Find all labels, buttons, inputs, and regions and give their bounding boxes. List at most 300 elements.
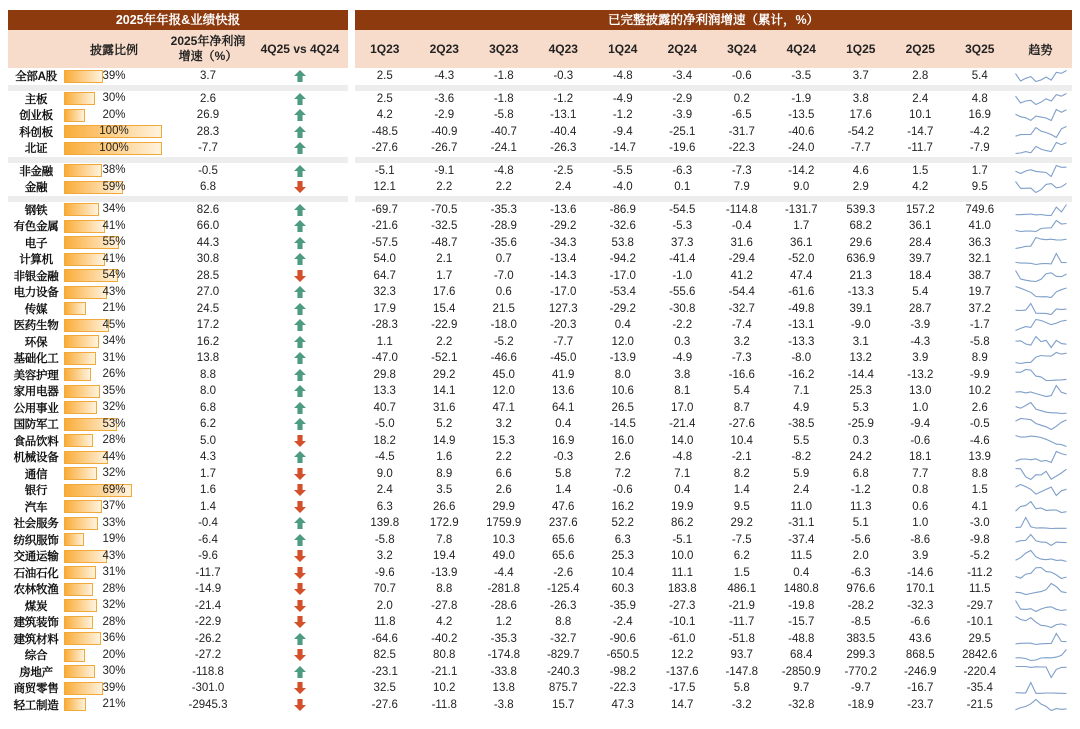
quarter-value: -1.0 (672, 269, 693, 282)
quarter-value: 13.2 (849, 352, 872, 365)
disclosure-bar-cell (64, 401, 164, 414)
quarter-value: 3.8 (674, 368, 691, 381)
trend-sparkline (1014, 351, 1068, 365)
quarter-value: 2.5 (376, 92, 393, 105)
quarter-value: 2.8 (912, 70, 929, 83)
quarter-value: -40.7 (490, 125, 517, 138)
trend-cell (1010, 92, 1072, 106)
quarter-value: -17.0 (550, 286, 577, 299)
table-row (8, 124, 1080, 141)
quarter-value: 2.6 (971, 401, 988, 414)
trend-cell (1010, 203, 1072, 217)
trend-cell (1010, 141, 1072, 155)
table-row (8, 383, 1080, 400)
table-row (8, 235, 1080, 252)
growth-value: -2945.3 (188, 698, 228, 711)
quarter-value: -147.8 (725, 665, 759, 678)
quarter-value: 5.4 (971, 70, 988, 83)
disclosure-bar-cell (64, 599, 164, 612)
quarter-value: -9.6 (374, 566, 395, 579)
quarter-value: 47.6 (552, 500, 575, 513)
quarter-value: -1.2 (850, 484, 871, 497)
quarter-value: 37.2 (968, 302, 991, 315)
quarter-value: 4.6 (852, 164, 869, 177)
table-row (8, 482, 1080, 499)
table-row (8, 680, 1080, 697)
separator-left (8, 85, 348, 91)
direction-arrow-cell (252, 550, 348, 562)
up-arrow-icon (294, 352, 306, 364)
up-arrow-icon (294, 319, 306, 331)
table-row (8, 664, 1080, 681)
quarter-value: -7.5 (731, 533, 752, 546)
trend-sparkline (1014, 582, 1068, 596)
quarter-value: 47.1 (492, 401, 515, 414)
disclosure-ratio-value: 36% (102, 632, 126, 645)
quarter-value: -770.2 (844, 665, 878, 678)
quarter-value: 1.1 (376, 335, 393, 348)
direction-arrow-cell (252, 165, 348, 177)
quarter-value: -4.8 (672, 451, 693, 464)
quarter-value: 54.0 (373, 253, 396, 266)
quarter-value: 82.5 (373, 649, 396, 662)
quarter-value: -13.1 (550, 109, 577, 122)
disclosure-bar-cell (64, 286, 164, 299)
direction-arrow-cell (252, 600, 348, 612)
quarter-value: -9.4 (612, 125, 633, 138)
quarter-value: 486.1 (727, 583, 757, 596)
quarter-value: -2.1 (731, 451, 752, 464)
quarter-value: -137.6 (665, 665, 699, 678)
quarter-value: -0.6 (612, 484, 633, 497)
quarter-value: -13.4 (550, 253, 577, 266)
quarter-value: 976.6 (846, 583, 876, 596)
quarter-value: -4.5 (374, 451, 395, 464)
quarter-value: -54.5 (669, 203, 696, 216)
quarter-value: 875.7 (548, 682, 578, 695)
quarter-value: 15.4 (433, 302, 456, 315)
disclosure-ratio-value: 20% (102, 648, 126, 661)
quarter-value: 43.6 (909, 632, 932, 645)
quarter-value: -38.5 (788, 418, 815, 431)
quarter-value: 0.6 (912, 500, 929, 513)
quarter-value: -32.6 (609, 220, 636, 233)
industry-label: 轻工制造 (13, 699, 59, 712)
quarter-value: 12.2 (671, 649, 694, 662)
trend-sparkline (1014, 252, 1068, 266)
quarter-value: -4.9 (612, 92, 633, 105)
growth-value: 5.0 (200, 434, 216, 447)
down-arrow-icon (294, 567, 306, 579)
trend-cell (1010, 302, 1072, 316)
quarter-value: 3.5 (436, 484, 453, 497)
industry-label: 石油石化 (13, 567, 59, 580)
growth-value: 28.5 (196, 269, 220, 282)
quarter-value: -1.2 (553, 92, 574, 105)
quarter-value: 39.1 (849, 302, 872, 315)
industry-label: 金融 (24, 182, 48, 195)
disclosure-ratio-value: 39% (102, 681, 126, 694)
down-arrow-icon (294, 649, 306, 661)
disclosure-ratio-value: 43% (102, 285, 126, 298)
direction-arrow-cell (252, 385, 348, 397)
quarter-value: -32.7 (728, 302, 755, 315)
trend-sparkline (1014, 533, 1068, 547)
industry-label: 银行 (24, 485, 48, 498)
quarter-value: 0.3 (852, 434, 869, 447)
growth-value: 26.9 (196, 109, 220, 122)
net-profit-growth-header-line1: 2025年净利润 (170, 34, 246, 48)
disclosure-ratio-value: 32% (102, 401, 126, 414)
quarter-value: -1.8 (493, 92, 514, 105)
quarter-value: -32.3 (907, 599, 934, 612)
quarter-value: -70.5 (431, 203, 458, 216)
growth-value: -301.0 (191, 682, 225, 695)
trend-sparkline (1014, 615, 1068, 629)
quarter-value: 31.6 (730, 236, 753, 249)
trend-sparkline (1014, 648, 1068, 662)
growth-value: 44.3 (196, 236, 220, 249)
table-row (8, 697, 1080, 714)
up-arrow-icon (294, 70, 306, 82)
quarter-value: 29.8 (373, 368, 396, 381)
quarter-value: -6.5 (731, 109, 752, 122)
disclosure-ratio-value: 31% (102, 351, 126, 364)
quarter-value: 36.1 (790, 236, 813, 249)
quarter-value: 12.1 (373, 181, 396, 194)
table-row (8, 218, 1080, 235)
quarter-header: 1Q25 (846, 42, 876, 56)
disclosure-ratio-value: 38% (102, 164, 126, 177)
down-arrow-icon (294, 699, 306, 711)
quarter-value: 636.9 (846, 253, 876, 266)
quarter-value: -3.9 (910, 319, 931, 332)
disclosure-ratio-value: 37% (102, 500, 126, 513)
quarter-value: -7.7 (553, 335, 574, 348)
trend-sparkline (1014, 285, 1068, 299)
quarter-value: 6.6 (495, 467, 512, 480)
quarter-value: 93.7 (730, 649, 753, 662)
quarter-value: 25.3 (849, 385, 872, 398)
table-row (8, 334, 1080, 351)
disclosure-bar-cell (64, 566, 164, 579)
growth-value: -7.7 (198, 142, 218, 155)
table-gap (348, 10, 355, 30)
quarter-value: 2.4 (555, 181, 572, 194)
quarter-value: -41.4 (669, 253, 696, 266)
quarter-value: -0.5 (969, 418, 990, 431)
quarter-value: 7.1 (793, 385, 810, 398)
quarter-value: -5.1 (374, 164, 395, 177)
trend-cell (1010, 164, 1072, 178)
growth-value: 2.6 (200, 92, 216, 105)
quarter-value: -40.6 (788, 125, 815, 138)
quarter-value: -47.0 (371, 352, 398, 365)
quarter-value: 0.7 (495, 253, 512, 266)
column-header-band (8, 30, 1080, 68)
quarter-value: -240.3 (546, 665, 580, 678)
down-arrow-icon (294, 550, 306, 562)
quarter-value: -40.9 (431, 125, 458, 138)
trend-sparkline (1014, 203, 1068, 217)
growth-value: 27.0 (196, 286, 220, 299)
quarter-value: 28.4 (909, 236, 932, 249)
quarter-value: 0.4 (674, 484, 691, 497)
quarter-value: -28.9 (490, 220, 517, 233)
quarter-value: -3.8 (493, 698, 514, 711)
table-header-band (8, 10, 1080, 30)
direction-arrow-cell (252, 142, 348, 154)
quarter-value: 86.2 (671, 517, 694, 530)
growth-value: 1.7 (200, 467, 216, 480)
quarter-value: 39.7 (909, 253, 932, 266)
quarter-value: -6.3 (672, 164, 693, 177)
quarter-value: -7.3 (731, 164, 752, 177)
table-row (8, 317, 1080, 334)
quarter-value: 21.3 (849, 269, 872, 282)
quarter-value: 12.0 (611, 335, 634, 348)
disclosure-ratio-header: 披露比例 (89, 42, 138, 57)
quarter-value: 13.6 (552, 385, 575, 398)
quarter-value: -11.8 (431, 698, 457, 711)
growth-value: 28.3 (196, 125, 220, 138)
direction-arrow-cell (252, 567, 348, 579)
quarter-value: 2.0 (852, 550, 869, 563)
quarter-value: 1.6 (436, 451, 453, 464)
up-arrow-icon (294, 142, 306, 154)
quarter-value: 19.4 (433, 550, 456, 563)
disclosure-ratio-value: 59% (102, 180, 126, 193)
quarter-value: 11.0 (790, 500, 813, 513)
quarter-value: 183.8 (667, 583, 697, 596)
quarter-value: 13.3 (373, 385, 396, 398)
industry-label: 钢铁 (24, 204, 48, 217)
quarter-value: -14.3 (550, 269, 577, 282)
quarter-value: 8.9 (436, 467, 453, 480)
quarter-value: -28.6 (490, 599, 517, 612)
down-arrow-icon (294, 600, 306, 612)
quarter-value: 14.7 (671, 698, 694, 711)
quarter-value: 237.6 (548, 517, 578, 530)
table-row (8, 202, 1080, 219)
quarter-value: 9.0 (376, 467, 393, 480)
trend-cell (1010, 599, 1072, 613)
quarter-value: 9.0 (793, 181, 810, 194)
table-row (8, 301, 1080, 318)
quarter-value: 4.2 (376, 109, 393, 122)
quarter-value: -20.3 (550, 319, 577, 332)
disclosure-bar-cell (64, 335, 164, 348)
disclosure-ratio-value: 35% (102, 384, 126, 397)
trend-cell (1010, 500, 1072, 514)
quarter-value: -27.8 (431, 599, 458, 612)
quarter-value: -9.4 (910, 418, 931, 431)
up-arrow-icon (294, 93, 306, 105)
quarter-value: 7.9 (733, 181, 750, 194)
quarter-header: 2Q24 (667, 42, 697, 56)
up-arrow-icon (294, 402, 306, 414)
quarter-value: -4.2 (969, 125, 990, 138)
quarter-value: 45.0 (492, 368, 515, 381)
table-row (8, 598, 1080, 615)
table-gap (348, 30, 355, 68)
up-arrow-icon (294, 109, 306, 121)
quarter-header-row (355, 30, 1072, 68)
disclosure-ratio-value: 28% (102, 582, 126, 595)
net-profit-growth-header (164, 34, 252, 64)
direction-arrow-cell (252, 616, 348, 628)
quarter-value: -4.6 (969, 434, 990, 447)
trend-cell (1010, 582, 1072, 596)
trend-sparkline (1014, 125, 1068, 139)
quarter-value: -0.6 (731, 70, 752, 83)
table-row (8, 416, 1080, 433)
quarter-value: 29.2 (730, 517, 753, 530)
disclosure-bar-cell (64, 434, 164, 447)
separator-left (8, 157, 348, 163)
table-row (8, 499, 1080, 516)
quarter-value: -2850.9 (781, 665, 821, 678)
growth-value: -27.2 (194, 649, 222, 662)
up-arrow-icon (294, 303, 306, 315)
trend-sparkline (1014, 219, 1068, 233)
quarter-value: 2.6 (614, 451, 631, 464)
quarter-value: -35.6 (490, 236, 517, 249)
growth-value: 6.2 (200, 418, 216, 431)
growth-value: 30.8 (196, 253, 220, 266)
table-row (8, 548, 1080, 565)
disclosure-ratio-value: 53% (102, 417, 126, 430)
quarter-value: -14.4 (847, 368, 874, 381)
trend-cell (1010, 351, 1072, 365)
quarter-value: 18.4 (909, 269, 932, 282)
trend-cell (1010, 269, 1072, 283)
quarter-value: 13.8 (492, 682, 515, 695)
quarter-value: -3.2 (731, 698, 752, 711)
disclosure-bar-cell (64, 418, 164, 431)
quarter-value: -21.9 (728, 599, 755, 612)
quarter-value: -5.6 (850, 533, 871, 546)
trend-cell (1010, 467, 1072, 481)
disclosure-ratio-value: 44% (102, 450, 126, 463)
disclosure-ratio-value: 28% (102, 615, 126, 628)
quarter-value: -26.7 (431, 142, 458, 155)
quarter-value: 64.1 (552, 401, 575, 414)
quarter-value: 1.4 (733, 484, 750, 497)
disclosure-bar-cell (64, 302, 164, 315)
quarter-value: -21.6 (371, 220, 398, 233)
up-arrow-icon (294, 336, 306, 348)
trend-sparkline (1014, 681, 1068, 695)
quarter-value: -2.9 (434, 109, 455, 122)
quarter-value: -11.2 (967, 566, 993, 579)
disclosure-bar-cell (64, 220, 164, 233)
separator-gap (348, 196, 355, 202)
direction-arrow-cell (252, 109, 348, 121)
disclosure-ratio-value: 43% (102, 549, 126, 562)
growth-value: 8.8 (200, 368, 216, 381)
quarter-value: -21.5 (966, 698, 993, 711)
quarter-value: -13.9 (609, 352, 636, 365)
direction-arrow-cell (252, 501, 348, 513)
quarter-value: 68.4 (790, 649, 813, 662)
quarter-value: -27.6 (728, 418, 755, 431)
quarter-value: -6.3 (850, 566, 871, 579)
quarter-value: -281.8 (487, 583, 521, 596)
disclosure-ratio-value: 33% (102, 516, 126, 529)
disclosure-ratio-value: 69% (102, 483, 126, 496)
quarter-value: -52.0 (788, 253, 815, 266)
quarter-value: -27.3 (669, 599, 696, 612)
industry-label: 综合 (24, 650, 48, 663)
quarter-value: 16.2 (611, 500, 634, 513)
quarter-value: 8.0 (614, 368, 631, 381)
quarter-value: 41.9 (552, 368, 575, 381)
section-separator (8, 157, 1080, 163)
trend-sparkline (1014, 401, 1068, 415)
quarter-value: 5.1 (852, 517, 869, 530)
quarter-header: 1Q24 (608, 42, 638, 56)
disclosure-ratio-value: 45% (102, 318, 126, 331)
quarter-value: 37.3 (671, 236, 694, 249)
direction-arrow-cell (252, 181, 348, 193)
quarter-value: -49.8 (788, 302, 815, 315)
quarter-value: -34.3 (550, 236, 577, 249)
trend-cell (1010, 516, 1072, 530)
quarter-value: -28.2 (847, 599, 874, 612)
industry-label: 全部A股 (15, 71, 57, 84)
trend-sparkline (1014, 180, 1068, 194)
trend-sparkline (1014, 599, 1068, 613)
industry-label: 通信 (24, 468, 48, 481)
trend-cell (1010, 648, 1072, 662)
quarter-value: 28.7 (909, 302, 932, 315)
trend-sparkline (1014, 335, 1068, 349)
quarter-value: 2.9 (852, 181, 869, 194)
right-table-title: 已完整披露的净利润增速（累计，%） (355, 10, 1072, 30)
table-row (8, 614, 1080, 631)
quarter-value: -650.5 (606, 649, 640, 662)
quarter-value: 3.2 (376, 550, 393, 563)
quarter-value: 6.2 (733, 550, 750, 563)
quarter-value: -4.0 (612, 181, 633, 194)
quarter-value: 5.8 (555, 467, 572, 480)
trend-cell (1010, 368, 1072, 382)
growth-value: 82.6 (196, 203, 220, 216)
industry-label: 纺织服饰 (13, 534, 59, 547)
quarter-value: -246.9 (903, 665, 937, 678)
direction-arrow-cell (252, 204, 348, 216)
quarter-value: 21.5 (492, 302, 515, 315)
quarter-value: -16.6 (728, 368, 755, 381)
quarter-value: 53.8 (611, 236, 634, 249)
industry-label: 建筑材料 (13, 633, 59, 646)
up-arrow-icon (294, 666, 306, 678)
quarter-value: 60.3 (611, 583, 634, 596)
trend-cell (1010, 401, 1072, 415)
table-row (8, 400, 1080, 417)
quarter-value: -35.3 (490, 203, 517, 216)
quarter-value: 8.1 (674, 385, 691, 398)
quarter-value: 383.5 (846, 632, 876, 645)
quarter-value: 49.0 (492, 550, 515, 563)
quarter-value: 2.4 (793, 484, 810, 497)
quarter-value: -51.8 (728, 632, 755, 645)
direction-arrow-cell (252, 253, 348, 265)
quarter-value: -3.9 (672, 109, 693, 122)
quarter-value: -10.1 (669, 616, 696, 629)
disclosure-ratio-value: 26% (102, 368, 126, 381)
